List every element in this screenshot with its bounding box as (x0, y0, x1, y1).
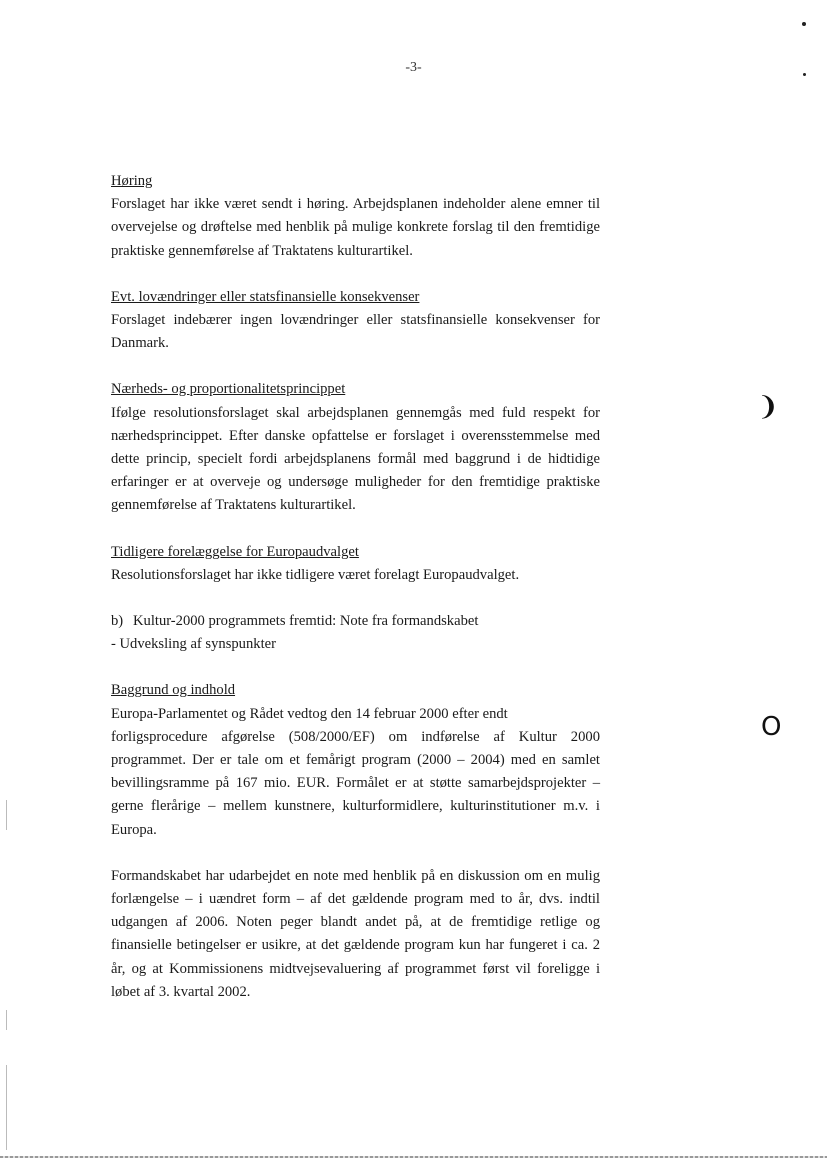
section-body: Ifølge resolutionsforslaget skal arbejdsplanen gennemgås med fuld respekt for nærhedsprincippet. Efter danske opfattelse er forslaget i overensstemmelse med dette princip, specielt fordi arbejdsplanens formål med baggrund i de hidtidige erfaringer er at overveje og undersøge muligheder for den fremtidige praktiske gennemførelse af Traktatens kulturartikel. (111, 404, 600, 514)
section-heading: Tidligere forelæggelse for Europaudvalget (111, 543, 359, 560)
section-body-line1: Europa-Parlamentet og Rådet vedtog den 14 februar 2000 efter endt (111, 705, 508, 722)
section-heading: Evt. lovændringer eller statsfinansielle konsekvenser (111, 288, 420, 305)
scan-speck (802, 22, 806, 26)
section-body: Forslaget har ikke været sendt i høring. Arbejdsplanen indeholder alene emner til overvejelse og drøftelse med henblik på mulige konkrete forslag til den fremtidige praktiske gennemførelse af Traktatens kulturartikel. (111, 196, 600, 259)
scan-speck (803, 73, 806, 76)
margin-mark-hook: ❩ (757, 392, 779, 422)
section-body-2: Formandskabet har udarbejdet en note med henblik på en diskussion om en mulig forlængelse – i uændret form – af det gældende program med to år, dvs. indtil udgangen af 2006. Noten peger blandt andet på, at de fremtidige retlige og finansielle betingelser er usikre, at det gældende program kun har fungeret i ca. 2 år, og at Kommissionens midtvejsevaluering af programmet først vil foreligge i løbet af 3. kvartal 2002. (111, 867, 600, 1000)
section-baggrund (111, 679, 600, 841)
agenda-item-subtitle: - Udveksling af synspunkter (111, 636, 276, 653)
section-horing (111, 170, 600, 263)
scan-edge-line (6, 1010, 7, 1030)
section-naerhed (111, 378, 600, 517)
agenda-item-title: Kultur-2000 programmets fremtid: Note fra formandskabet (133, 613, 479, 630)
section-heading: Baggrund og indhold (111, 682, 236, 699)
document-body (111, 170, 600, 1027)
section-lovaendringer (111, 286, 600, 356)
agenda-item-label: b) (111, 613, 124, 630)
section-body: forligsprocedure afgørelse (508/2000/EF) om indførelse af Kultur 2000 programmet. Der er tale om et femårigt program (2000 – 2004) med en samlet bevillingsramme på 167 mio. EUR. Formålet er at støtte samarbejdsprojekter – gerne flerårige – mellem kunstnere, kulturformidlere, kulturinstitutioner m.v. i Europa. (111, 728, 600, 838)
scan-edge-line (6, 1065, 7, 1150)
section-body: Resolutionsforslaget har ikke tidligere været forelagt Europaudvalget. (111, 566, 520, 583)
section-heading: Høring (111, 173, 153, 189)
section-europaudvalget (111, 541, 600, 587)
section-baggrund-continued (111, 865, 600, 1004)
agenda-item-title-line (111, 610, 600, 633)
scan-edge-line (6, 800, 7, 830)
margin-mark-circle: O (761, 712, 782, 742)
section-body: Forslaget indebærer ingen lovændringer eller statsfinansielle konsekvenser for Danmark. (111, 312, 600, 352)
section-heading: Nærheds- og proportionalitetsprincippet (111, 381, 346, 398)
agenda-item-b (111, 610, 600, 656)
scan-bottom-edge (0, 1156, 827, 1158)
page-number: -3- (405, 60, 422, 75)
